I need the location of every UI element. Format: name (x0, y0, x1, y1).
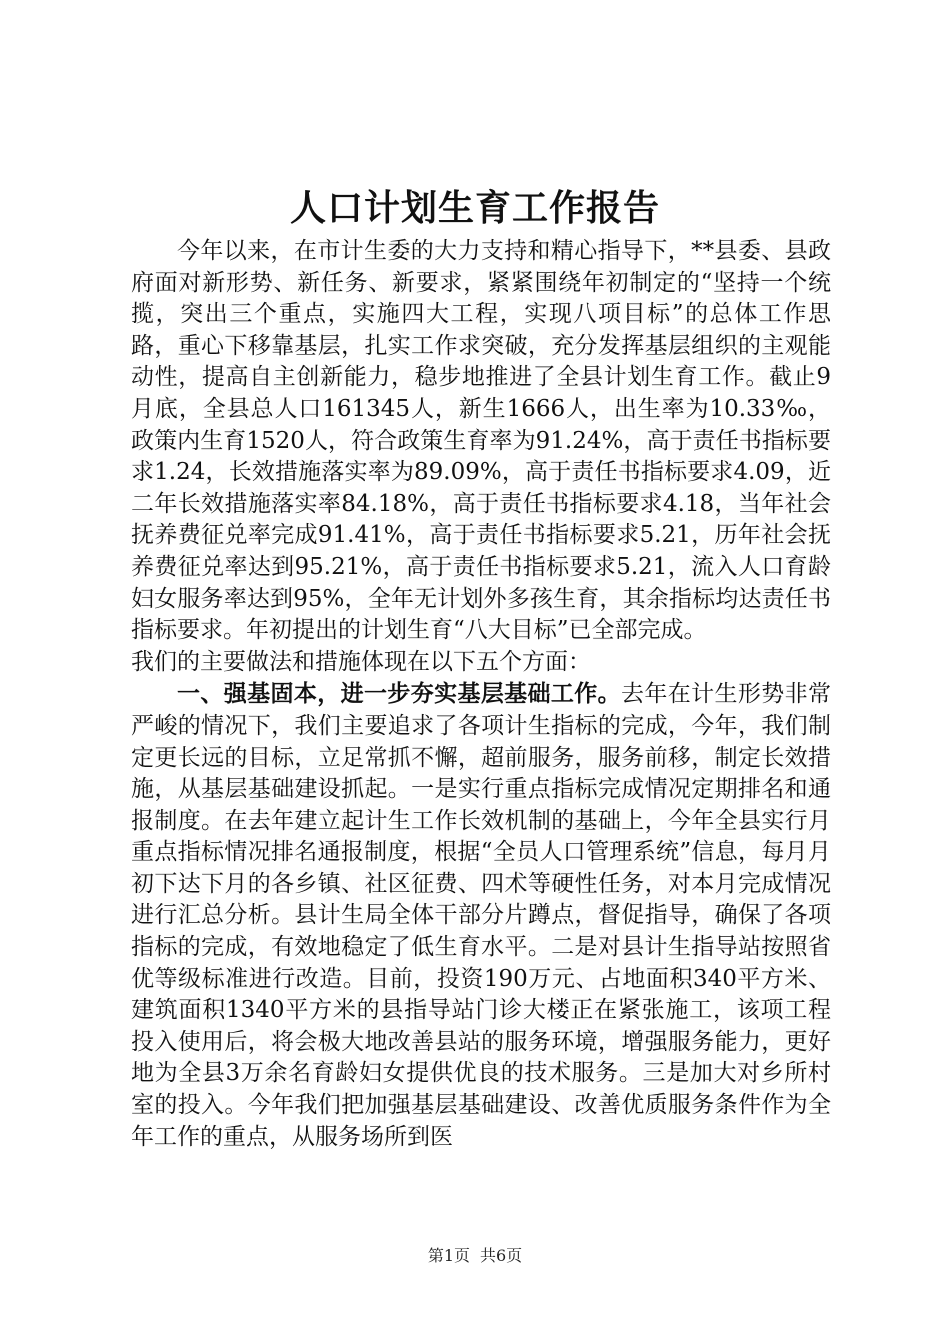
document-title: 人口计划生育工作报告 (289, 187, 660, 229)
section-1-heading: 一、强基固本，进一步夯实基层基础工作。 (177, 680, 622, 708)
page-number: 第1页 (427, 1246, 470, 1265)
section-1-paragraph (131, 678, 831, 1153)
section-1-body: 去年在计生形势非常严峻的情况下，我们主要追求了各项计生指标的完成，今年，我们制定更长远的目标，立足常抓不懈，超前服务，服务前移，制定长效措施，从基层基础建设抓起。一是实行重点指标完成情况定期排名和通报制度。在去年建立起计生工作长效机制的基础上，今年全县实行月重点指标情况排名通报制度，根据“全员人口管理系统”信息，每月月初下达下月的各乡镇、社区征费、四术等硬性任务，对本月完成情况进行汇总分析。县计生局全体干部分片蹲点，督促指导，确保了各项指标的完成，有效地稳定了低生育水平。二是对县计生指导站按照省优等级标准进行改造。目前，投资190万元、占地面积340平方米、建筑面积1340平方米的县指导站门诊大楼正在紧张施工，该项工程投入使用后，将会极大地改善县站的服务环境，增强服务能力，更好地为全县3万余名育龄妇女提供优良的技术服务。三是加大对乡所村室的投入。今年我们把加强基层基础建设、改善优质服务条件作为全年工作的重点，从服务场所到医 (131, 681, 832, 1150)
page-footer (0, 1245, 950, 1267)
intro-tail-paragraph: 我们的主要做法和措施体现在以下五个方面： (131, 648, 591, 675)
document-body (131, 236, 831, 1153)
intro-paragraph: 今年以来，在市计生委的大力支持和精心指导下，**县委、县政府面对新形势、新任务、新要求，紧紧围绕年初制定的“坚持一个统揽，突出三个重点，实施四大工程，实现八项目标”的总体工作思路，重心下移靠基层，扎实工作求突破，充分发挥基层组织的主观能动性，提高自主创新能力，稳步地推进了全县计划生育工作。截止9月底，全县总人口161345人，新生1666人，出生率为10.33‰，政策内生育1520人，符合政策生育率为91.24%，高于责任书指标要求1.24，长效措施落实率为89.09%，高于责任书指标要求4.09，近二年长效措施落实率84.18%，高于责任书指标要求4.18，当年社会抚养费征兑率完成91.41%，高于责任书指标要求5.21，历年社会抚养费征兑率达到95.21%，高于责任书指标要求5.21，流入人口育龄妇女服务率达到95%，全年无计划外多孩生育，其余指标均达责任书指标要求。年初提出的计划生育“八大目标”已全部完成。 (131, 238, 831, 644)
page-total: 共6页 (480, 1246, 523, 1265)
